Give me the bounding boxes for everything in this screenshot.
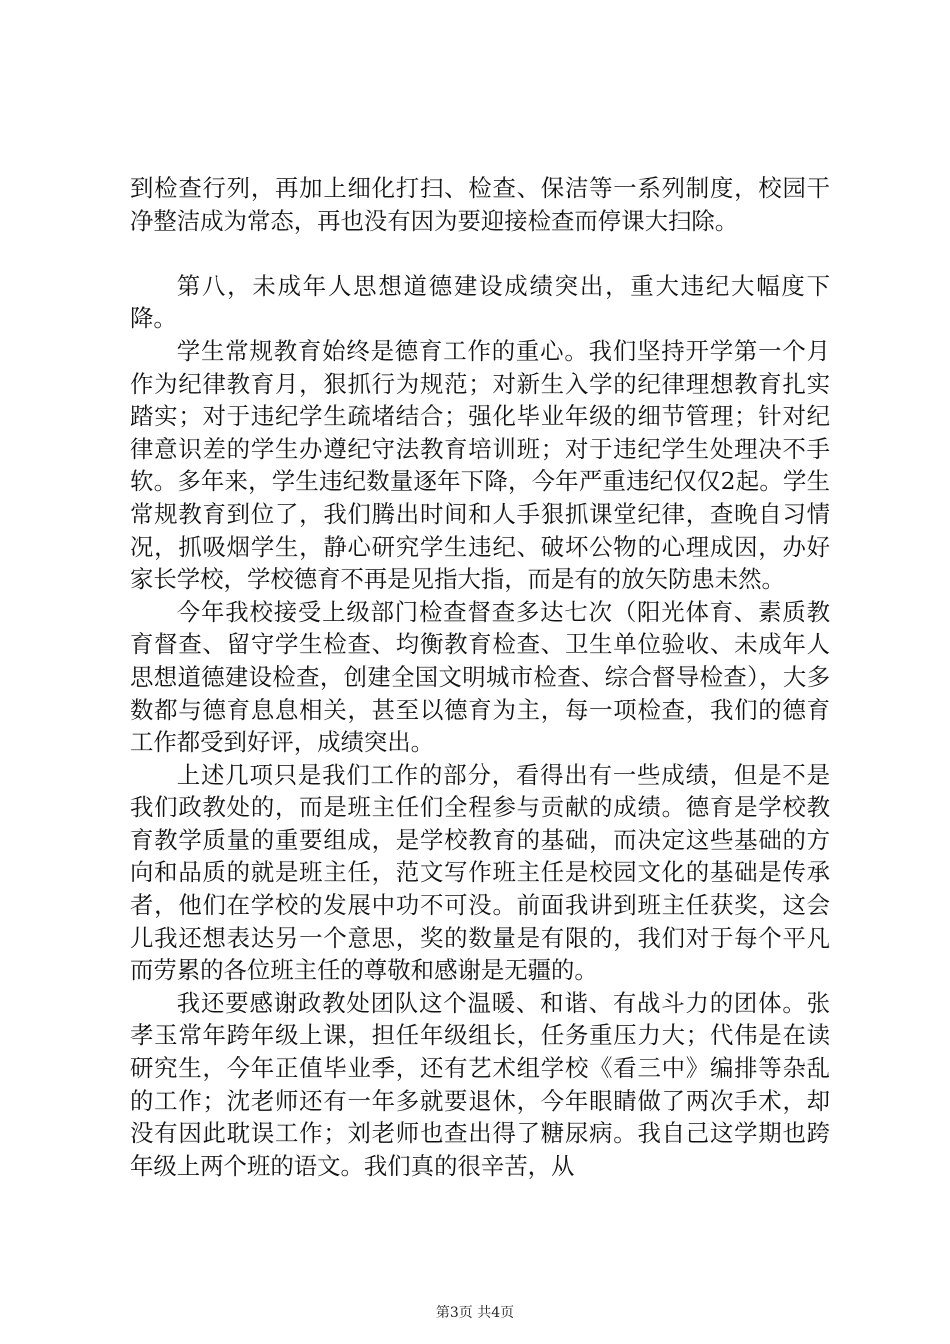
page-number-label: 第3页 共4页 [435, 1305, 515, 1321]
page-footer [0, 1304, 950, 1322]
paragraph-section-heading: 第八，未成年人思想道德建设成绩突出，重大违纪大幅度下降。 [130, 271, 830, 333]
paragraph-team-thanks: 我还要感谢政教处团队这个温暖、和谐、有战斗力的团体。张孝玉常年跨年级上课，担任年级组长，任务重压力大；代伟是在读研究生，今年正值毕业季，还有艺术组学校《看三中》编排等杂乱的工作；沈老师还有一年多就要退休，今年眼睛做了两次手术，却没有因此耽误工作；刘老师也查出得了糖尿病。我自己这学期也跨年级上两个班的语文。我们真的很辛苦，从 [130, 988, 830, 1180]
paragraph-continuation: 到检查行列，再加上细化打扫、检查、保洁等一系列制度，校园干净整洁成为常态，再也没有因为要迎接检查而停课大扫除。 [130, 174, 830, 235]
paragraph-student-education: 学生常规教育始终是德育工作的重心。我们坚持开学第一个月作为纪律教育月，狠抓行为规范；对新生入学的纪律理想教育扎实踏实；对于违纪学生疏堵结合；强化毕业年级的细节管理；针对纪律意识差的学生办遵纪守法教育培训班；对于违纪学生处理决不手软。多年来，学生违纪数量逐年下降，今年严重违纪仅仅2起。学生常规教育到位了，我们腾出时间和人手狠抓课堂纪律，查晚自习情况，抓吸烟学生，静心研究学生违纪、破坏公物的心理成因，办好家长学校，学校德育不再是见指大指，而是有的放矢防患未然。 [130, 336, 830, 594]
paragraph-inspections: 今年我校接受上级部门检查督查多达七次（阳光体育、素质教育督查、留守学生检查、均衡教育检查、卫生单位验收、未成年人思想道德建设检查，创建全国文明城市检查、综合督导检查），大多数都与德育息息相关，甚至以德育为主，每一项检查，我们的德育工作都受到好评，成绩突出。 [130, 597, 830, 757]
document-body [130, 172, 830, 1182]
paragraph-class-teachers: 上述几项只是我们工作的部分，看得出有一些成绩，但是不是我们政教处的，而是班主任们全程参与贡献的成绩。德育是学校教育教学质量的重要组成，是学校教育的基础，而决定这些基础的方向和品质的就是班主任，范文写作班主任是校园文化的基础是传承者，他们在学校的发展中功不可没。前面我讲到班主任获奖，这会儿我还想表达另一个意思，奖的数量是有限的，我们对于每个平凡而劳累的各位班主任的尊敬和感谢是无疆的。 [130, 760, 830, 985]
